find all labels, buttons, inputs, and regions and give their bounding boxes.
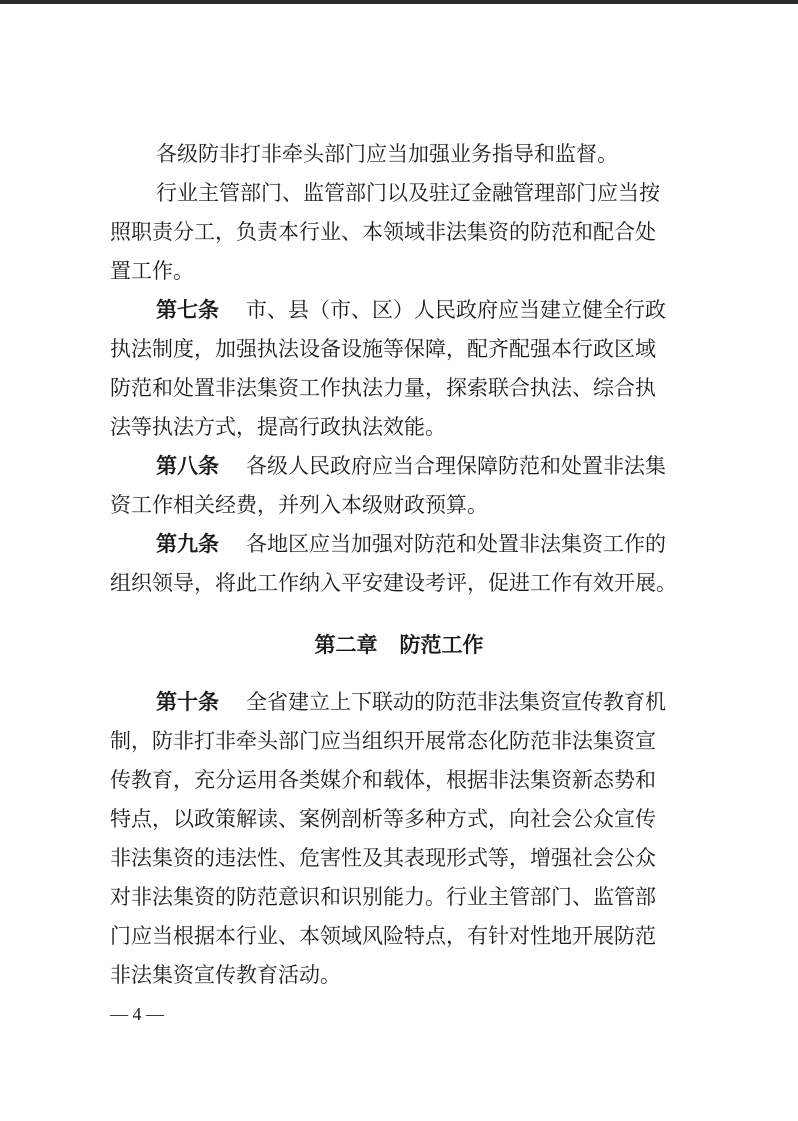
paragraph-line — [0, 331, 798, 367]
body-text: 防范和处置非法集资工作执法力量，探索联合执法、综合执 — [110, 376, 656, 400]
article-heading: 第七条 — [156, 298, 219, 322]
paragraph-line — [0, 253, 798, 289]
article-heading: 第十条 — [156, 690, 219, 714]
paragraph-line — [0, 487, 798, 523]
body-text: 特点，以政策解读、案例剖析等多种方式，向社会公众宣传 — [110, 807, 656, 831]
paragraph-line — [0, 214, 798, 250]
body-text: 对非法集资的防范意识和识别能力。行业主管部门、监管部 — [110, 885, 656, 909]
paragraph-line — [0, 879, 798, 915]
article-heading: 第九条 — [156, 532, 219, 556]
paragraph-line — [0, 762, 798, 798]
body-text: 行业主管部门、监管部门以及驻辽金融管理部门应当按 — [156, 181, 660, 205]
body-text: 非法集资的违法性、危害性及其表现形式等，增强社会公众 — [110, 846, 656, 870]
paragraph-line — [0, 801, 798, 837]
body-text: 各地区应当加强对防范和处置非法集资工作的 — [246, 532, 666, 556]
body-text: 组织领导，将此工作纳入平安建设考评，促进工作有效开展。 — [110, 571, 677, 595]
paragraph-line — [0, 565, 798, 601]
body-text: 全省建立上下联动的防范非法集资宣传教育机 — [246, 690, 666, 714]
paragraph-line — [0, 448, 798, 484]
body-text: 各级防非打非牵头部门应当加强业务指导和监督。 — [156, 142, 618, 166]
body-text: 传教育，充分运用各类媒介和载体，根据非法集资新态势和 — [110, 768, 656, 792]
body-text: 市、县（市、区）人民政府应当建立健全行政 — [246, 298, 666, 322]
body-text: 制，防非打非牵头部门应当组织开展常态化防范非法集资宣 — [110, 729, 656, 753]
body-text: 非法集资宣传教育活动。 — [110, 963, 341, 987]
body-text: 门应当根据本行业、本领域风险特点，有针对性地开展防范 — [110, 924, 656, 948]
body-text: 置工作。 — [110, 259, 194, 283]
body-text: 资工作相关经费，并列入本级财政预算。 — [110, 493, 488, 517]
paragraph-line — [0, 175, 798, 211]
paragraph-line — [0, 684, 798, 720]
body-text: 执法制度，加强执法设备设施等保障，配齐配强本行政区域 — [110, 337, 656, 361]
paragraph-line — [0, 918, 798, 954]
paragraph-line — [0, 292, 798, 328]
paragraph-line — [0, 370, 798, 406]
paragraph-line — [0, 840, 798, 876]
body-text: 法等执法方式，提高行政执法效能。 — [110, 415, 446, 439]
paragraph-line — [0, 526, 798, 562]
body-text: 照职责分工，负责本行业、本领域非法集资的防范和配合处 — [110, 220, 656, 244]
paragraph-line — [0, 136, 798, 172]
paragraph-line — [0, 957, 798, 993]
paragraph-line — [0, 409, 798, 445]
paragraph-line — [0, 723, 798, 759]
chapter-title: 第二章 防范工作 — [314, 633, 484, 657]
body-text: 各级人民政府应当合理保障防范和处置非法集 — [246, 454, 666, 478]
page-number: — 4 — — [110, 1004, 164, 1024]
article-heading: 第八条 — [156, 454, 219, 478]
